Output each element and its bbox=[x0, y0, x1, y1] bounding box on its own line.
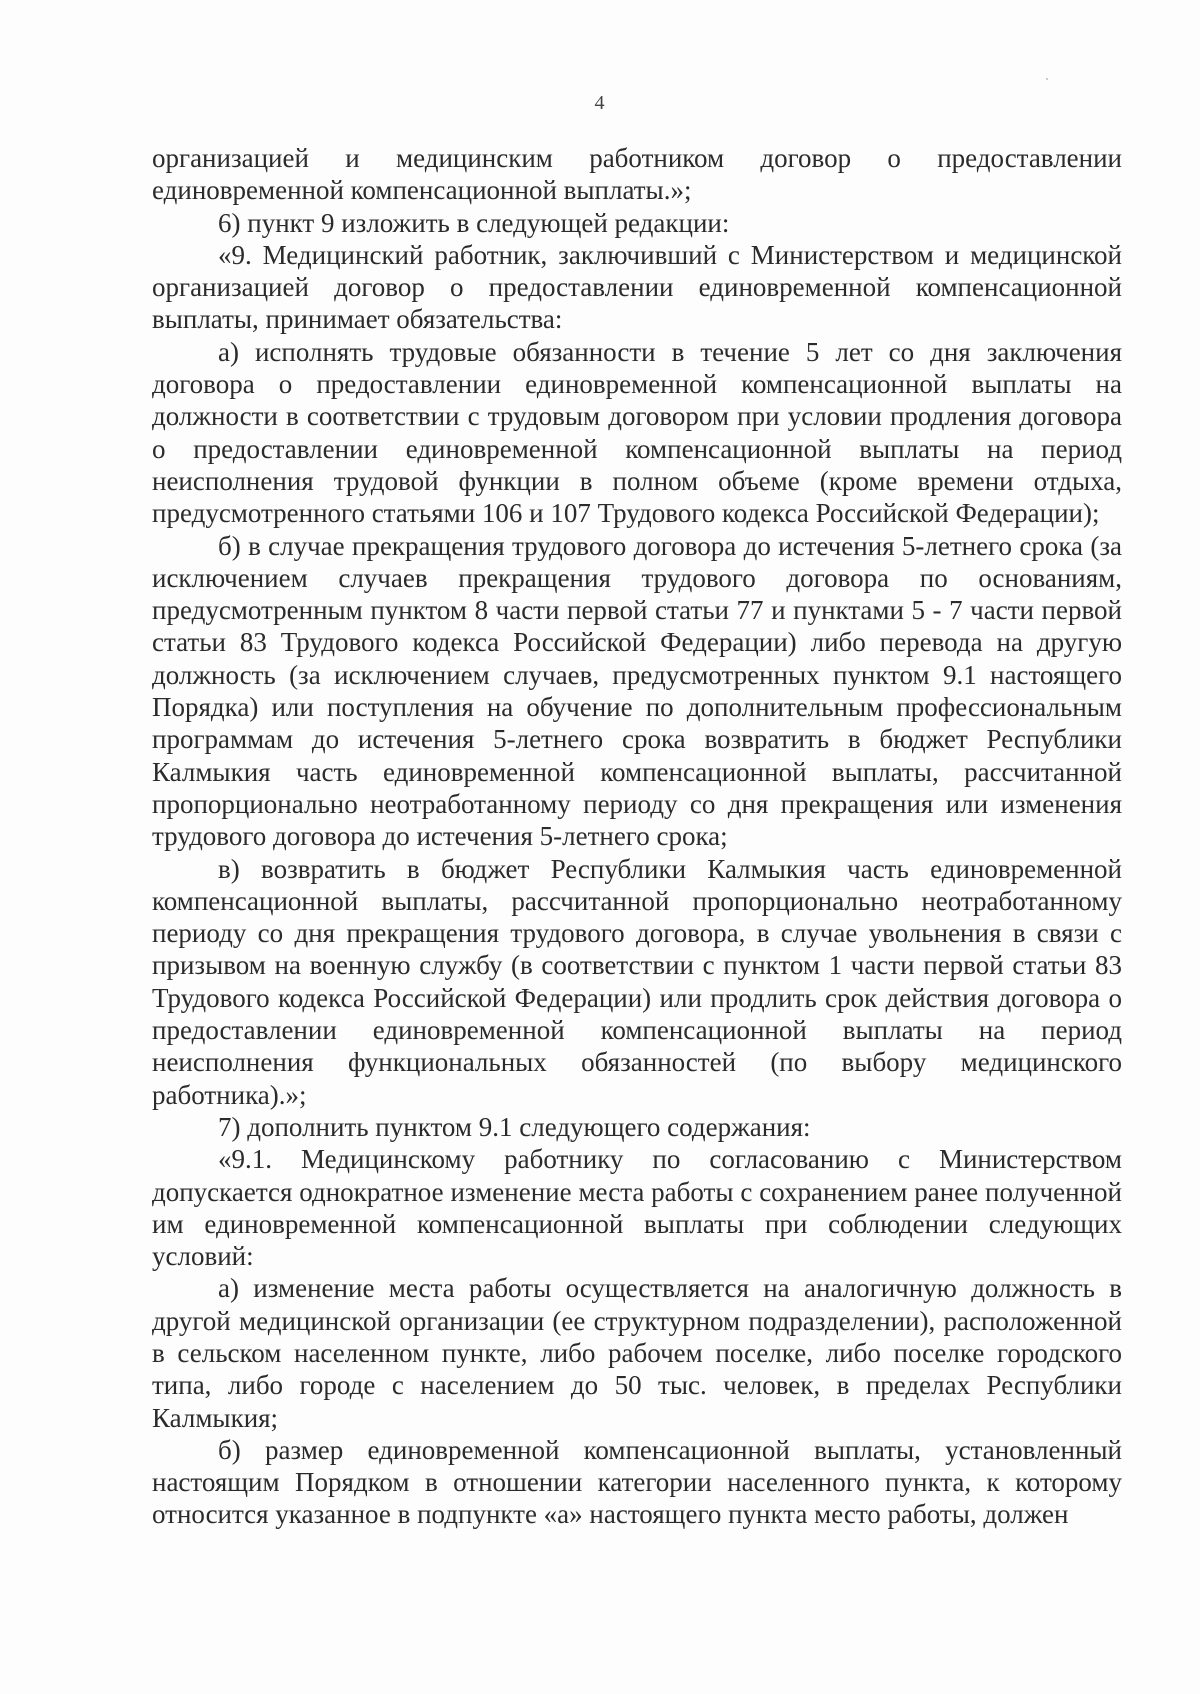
paragraph-continuation: организацией и медицинским работником договор о предоставлении единовременной компенсационной выплаты.»; bbox=[152, 143, 1122, 206]
paragraph-clause-9-b: б) в случае прекращения трудового договора до истечения 5-летнего срока (за исключением случаев прекращения трудового договора по основаниям, предусмотренным пунктом 8 части первой статьи 77 и пунктами 5 - 7 части первой статьи 83 Трудового кодекса Российской Федерации) либо перевода на другую должность (за исключением случаев, предусмотренных пунктом 9.1 настоящего Порядка) или поступления на обучение по дополнительным профессиональным программам до истечения 5-летнего срока возвратить в бюджет Республики Калмыкия часть единовременной компенсационной выплаты, рассчитанной пропорционально неотработанному периоду со дня прекращения или изменения трудового договора до истечения 5-летнего срока; bbox=[152, 530, 1122, 852]
paragraph-clause-9-v: в) возвратить в бюджет Республики Калмыкия часть единовременной компенсационной выплаты, рассчитанной пропорционально неотработанному периоду со дня прекращения трудового договора, в случае увольнения в связи с призывом на военную службу (в соответствии с пунктом 1 части первой статьи 83 Трудового кодекса Российской Федерации) или продлить срок действия договора о предоставлении единовременной компенсационной выплаты на период неисполнения функциональных обязанностей (по выбору медицинского работника).»; bbox=[152, 853, 1122, 1110]
paragraph-clause-9-1: «9.1. Медицинскому работнику по согласованию с Министерством допускается однократное изменение места работы с сохранением ранее полученной им единовременной компенсационной выплаты при соблюдении следующих условий: bbox=[152, 1144, 1122, 1272]
paragraph-clause-9: «9. Медицинский работник, заключивший с Министерством и медицинской организацией договор о предоставлении единовременной компенсационной выплаты, принимает обязательства: bbox=[152, 239, 1122, 335]
document-body bbox=[152, 142, 1122, 1531]
paragraph-clause-9-1-a: а) изменение места работы осуществляется на аналогичную должность в другой медицинской организации (ее структурном подразделении), расположенной в сельском населенном пункте, либо рабочем поселке, либо поселке городского типа, либо городе с населением до 50 тыс. человек, в пределах Республики Калмыкия; bbox=[152, 1273, 1122, 1433]
page-number: 4 bbox=[594, 92, 606, 114]
paragraph-item-6: 6) пункт 9 изложить в следующей редакции: bbox=[218, 207, 730, 238]
paragraph-item-7: 7) дополнить пунктом 9.1 следующего содержания: bbox=[218, 1111, 811, 1142]
paragraph-clause-9-a: а) исполнять трудовые обязанности в течение 5 лет со дня заключения договора о предоставлении единовременной компенсационной выплаты на должности в соответствии с трудовым договором при условии продления договора о предоставлении единовременной компенсационной выплаты на период неисполнения трудовой функции в полном объеме (кроме времени отдыха, предусмотренного статьями 106 и 107 Трудового кодекса Российской Федерации); bbox=[152, 336, 1122, 529]
scan-speck bbox=[1046, 78, 1048, 80]
paragraph-clause-9-1-b: б) размер единовременной компенсационной выплаты, установленный настоящим Порядком в отношении категории населенного пункта, к которому относится указанное в подпункте «а» настоящего пункта место работы, должен bbox=[152, 1434, 1122, 1530]
